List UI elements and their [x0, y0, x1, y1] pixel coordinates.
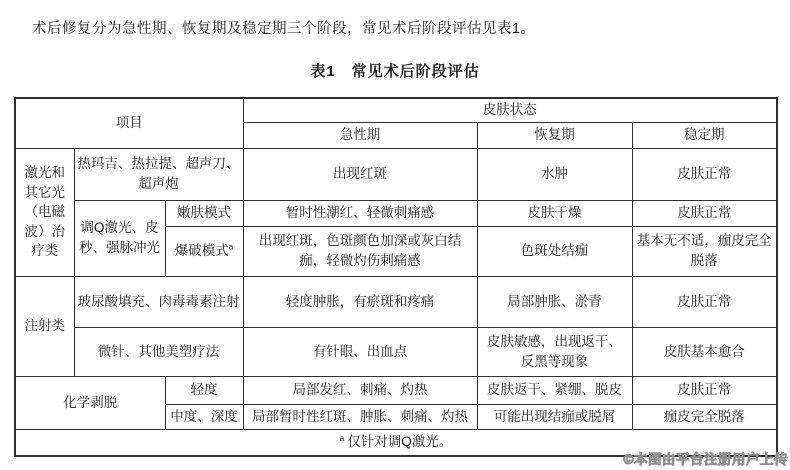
cell-peel-mild-mode: 轻度 — [165, 376, 243, 404]
table-row-microneedle — [15, 327, 777, 376]
header-row-1 — [15, 98, 777, 122]
cell-thermage-item: 热玛吉、热拉提、超声刀、超声炮 — [74, 148, 243, 200]
header-project-cell: 项目 — [15, 98, 243, 148]
cell-injection-category: 注射类 — [15, 276, 74, 376]
cell-filler-item: 玻尿酸填充、肉毒毒素注射 — [74, 276, 243, 327]
footnote-marker: a — [339, 433, 345, 443]
cell-peel-moderate-stable: 痂皮完全脱落 — [632, 404, 777, 429]
cell-blast-stable: 基本无不适，痂皮完全脱落 — [632, 226, 777, 276]
cell-rejuvenation-mode: 嫩肤模式 — [165, 200, 243, 226]
cell-peel-mild-acute: 局部发红、刺痛、灼热 — [243, 376, 477, 404]
header-recovery-phase-cell: 恢复期 — [477, 122, 632, 148]
cell-q-laser-item: 调Q激光、皮秒、强脉冲光 — [74, 200, 165, 276]
table-row-filler — [15, 276, 777, 327]
header-skin-status-cell: 皮肤状态 — [243, 98, 777, 122]
cell-blast-recovery: 色斑处结痂 — [477, 226, 632, 276]
cell-filler-acute: 轻度肿胀，有瘀斑和疼痛 — [243, 276, 477, 327]
table-row-rejuvenation-mode — [15, 200, 777, 226]
cell-filler-stable: 皮肤正常 — [632, 276, 777, 327]
cell-microneedle-item: 微针、其他美塑疗法 — [74, 327, 243, 376]
footnote-text: 仅针对调Q激光。 — [347, 434, 453, 450]
intro-paragraph: 术后修复分为急性期、恢复期及稳定期三个阶段，常见术后阶段评估见表1。 — [32, 21, 536, 37]
cell-peel-mild-stable: 皮肤正常 — [632, 376, 777, 404]
assessment-table — [14, 97, 778, 457]
cell-peel-moderate-acute: 局部暂时性红斑、肿胀、刺痛、灼热 — [243, 404, 477, 429]
table-title: 表1 常见术后阶段评估 — [310, 63, 480, 80]
blast-mode-label: 爆破模式 — [174, 243, 229, 259]
cell-peel-moderate-mode: 中度、深度 — [165, 404, 243, 429]
cell-laser-category: 激光和其它光（电磁波）治疗类 — [15, 148, 74, 276]
table-row-peel-mild — [15, 376, 777, 404]
cell-thermage-stable: 皮肤正常 — [632, 148, 777, 200]
cell-rejuvenation-acute: 暂时性潮红、轻微刺痛感 — [243, 200, 477, 226]
cell-filler-recovery: 局部肿胀、淤青 — [477, 276, 632, 327]
cell-microneedle-recovery: 皮肤敏感，出现返干、反黑等现象 — [477, 327, 632, 376]
table-row-thermage — [15, 148, 777, 200]
blast-mode-footnote-marker: a — [228, 242, 234, 252]
header-acute-phase-cell: 急性期 — [243, 122, 477, 148]
cell-thermage-recovery: 水肿 — [477, 148, 632, 200]
header-stable-phase-cell: 稳定期 — [632, 122, 777, 148]
cell-blast-acute: 出现红斑，色斑颜色加深或灰白结痂，轻微灼伤刺痛感 — [243, 226, 477, 276]
cell-microneedle-acute: 有针眼、出血点 — [243, 327, 477, 376]
cell-thermage-acute: 出现红斑 — [243, 148, 477, 200]
cell-rejuvenation-recovery: 皮肤干燥 — [477, 200, 632, 226]
cell-microneedle-stable: 皮肤基本愈合 — [632, 327, 777, 376]
cell-rejuvenation-stable: 皮肤正常 — [632, 200, 777, 226]
cell-peel-mild-recovery: 皮肤返干、紧绷、脱皮 — [477, 376, 632, 404]
cell-blast-mode — [165, 226, 243, 276]
platform-watermark: ©本图由平台注册用户上传 — [623, 452, 788, 467]
cell-chemical-peel-category: 化学剥脱 — [15, 376, 165, 429]
cell-peel-moderate-recovery: 可能出现结痂或脱屑 — [477, 404, 632, 429]
